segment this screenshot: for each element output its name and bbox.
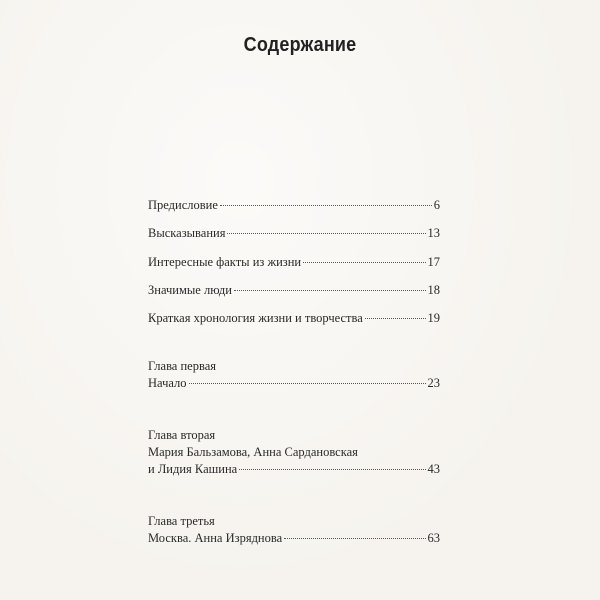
leader-dots <box>189 383 426 384</box>
leader-dots <box>220 205 432 206</box>
leader-dots <box>365 318 426 319</box>
toc-entry <box>148 281 440 299</box>
toc-entry-page: 6 <box>433 198 440 212</box>
toc-entry-label: Интересные факты из жизни <box>148 255 302 269</box>
toc-entry <box>148 253 440 271</box>
page-title: Содержание <box>243 34 357 56</box>
chapter-title: Москва. Анна Изряднова <box>148 531 283 545</box>
leader-dots <box>284 538 425 539</box>
toc-entry-page: 13 <box>427 226 440 240</box>
chapter-title: и Лидия Кашина <box>148 462 238 476</box>
leader-dots <box>239 469 425 470</box>
leader-dots <box>303 262 425 263</box>
chapter-heading: Глава третья <box>148 514 215 528</box>
toc-entry <box>148 196 440 214</box>
chapter-title: Начало <box>148 376 187 390</box>
chapter-title-line: Мария Бальзамова, Анна Сардановская <box>148 445 358 459</box>
chapter-page: 43 <box>427 462 440 476</box>
chapter-page: 23 <box>427 376 440 390</box>
toc-entry <box>148 224 440 242</box>
chapter-entry <box>148 529 440 547</box>
leader-dots <box>227 233 425 234</box>
toc-entry-page: 18 <box>427 283 440 297</box>
leader-dots <box>234 290 426 291</box>
chapter-heading: Глава первая <box>148 359 217 373</box>
toc-entry-label: Высказывания <box>148 226 226 240</box>
chapter-page: 63 <box>427 531 440 545</box>
chapter-entry <box>148 374 440 392</box>
chapter-entry <box>148 460 440 478</box>
toc-entry-page: 17 <box>427 255 440 269</box>
toc-entry-label: Предисловие <box>148 198 218 212</box>
toc-entry <box>148 309 440 327</box>
toc-entry-label: Значимые люди <box>148 283 232 297</box>
toc-entry-label: Краткая хронология жизни и творчества <box>148 311 363 325</box>
chapter-heading: Глава вторая <box>148 428 216 442</box>
toc-entry-page: 19 <box>427 311 440 325</box>
